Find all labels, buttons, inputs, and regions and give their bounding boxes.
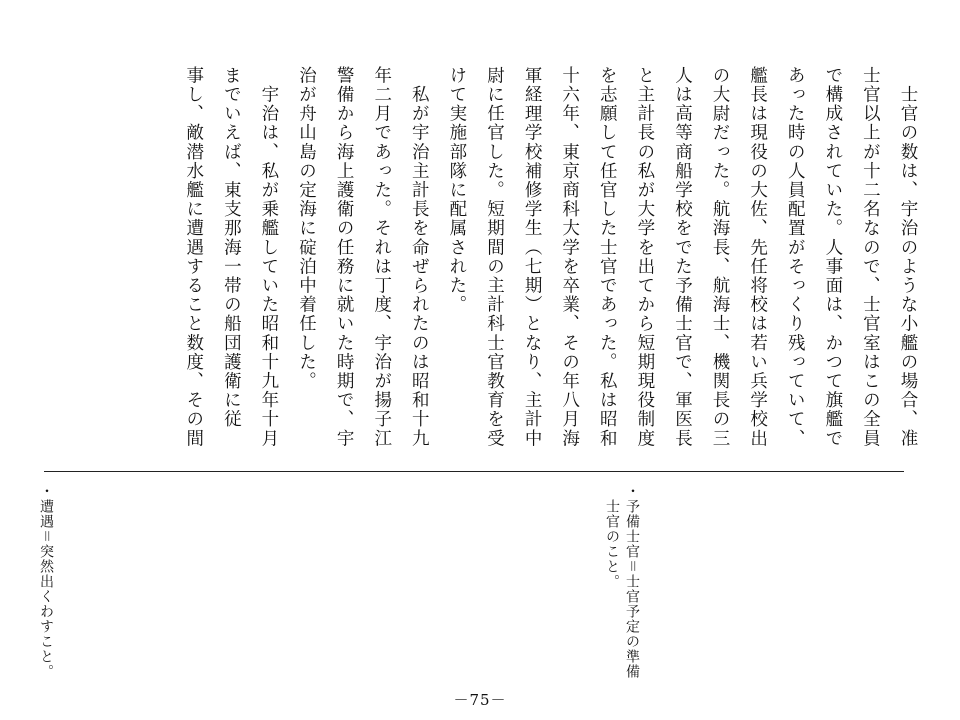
- body-line: 宇治は、私が乗艦していた昭和十九年十月: [258, 66, 279, 448]
- body-line: 艦長は現役の大佐、先任将校は若い兵学校出: [747, 66, 768, 448]
- body-line: けて実施部隊に配属された。: [446, 66, 467, 315]
- body-text: [174, 66, 926, 458]
- body-line: 私が宇治主計長を命ぜられたのは昭和十九: [409, 66, 430, 448]
- body-line: 軍経理学校補修学生（七期）となり、主計中: [522, 66, 543, 448]
- body-line: あった時の人員配置がそっくり残っていて、: [785, 66, 806, 448]
- body-line: と主計長の私が大学を出てから短期現役制度: [634, 66, 655, 448]
- body-line: で構成されていた。人事面は、かつて旗艦で: [822, 66, 843, 448]
- body-line: 年二月であった。それは丁度、宇治が揚子江: [371, 66, 392, 448]
- body-line: 警備から海上護衛の任務に就いた時期で、宇: [334, 66, 355, 448]
- body-line: 十六年、東京商科大学を卒業、その年八月海: [559, 66, 580, 448]
- footnote-line: ・遭遇＝突然出くわすこと。: [38, 484, 54, 679]
- body-line: を志願して任官した士官であった。私は昭和: [597, 66, 618, 448]
- body-line: までいえば、東支那海一帯の船団護衛に従: [221, 66, 242, 429]
- body-line: 治が舟山島の定海に碇泊中着任した。: [296, 66, 317, 391]
- notes-divider: [44, 471, 904, 472]
- body-line: の大尉だった。航海長、航海士、機関長の三: [710, 66, 731, 448]
- footnote-yobi-shikan: [602, 484, 642, 679]
- page-number: －75－: [453, 691, 507, 709]
- footnote-sougu: [36, 484, 56, 679]
- body-line: 士官の数は、宇治のような小艦の場合、准: [898, 66, 918, 448]
- body-line: 事し、敵潜水艦に遭遇すること数度、その間: [183, 66, 204, 448]
- body-line: 人は高等商船学校をでた予備士官で、軍医長: [672, 66, 693, 448]
- footnote-line: ・予備士官＝士官予定の準備: [624, 484, 640, 679]
- footnote-line: 士官のこと。: [604, 484, 620, 589]
- body-line: 尉に任官した。短期間の主計科士官教育を受: [484, 66, 505, 448]
- body-line: 士官以上が十二名なので、士官室はこの全員: [860, 66, 881, 448]
